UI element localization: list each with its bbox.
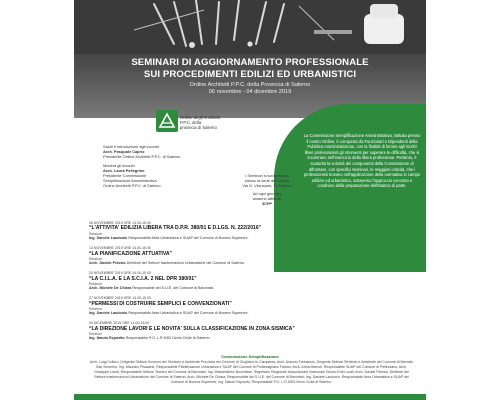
session-title: “L'ATTIVITA' EDILIZIA LIBERA TRA D.P.R. 380/01 E D.LGS. N. 222/2016” xyxy=(89,225,262,232)
session-item xyxy=(89,221,414,241)
session-title: “LA C.I.L.A. E LA S.C.I.A. 2 NEL DPR 380/01” xyxy=(89,275,197,282)
speaker-role: Direttore del Settore trasformazioni Urbanistiche del Comune di Salerno. xyxy=(126,261,245,266)
session-speaker xyxy=(89,311,414,316)
session-speaker xyxy=(89,336,414,341)
event-info-line1: I Seminari si svolgeranno xyxy=(245,173,289,178)
org-line1: Ordine degli Architetti xyxy=(180,115,220,120)
speaker-name: Ing. Daniele Laudonio xyxy=(89,236,128,241)
session-speaker xyxy=(89,236,414,241)
org-line2: P.P.C. della xyxy=(180,120,202,125)
session-date: 04 DICEMBRE 2019 ORE 14.00-15.00 xyxy=(89,321,150,326)
session-speaker xyxy=(89,261,414,266)
session-item xyxy=(89,271,414,291)
commission-title: Commissione Semplificazione xyxy=(221,354,279,359)
session-item xyxy=(89,246,414,266)
speaker-role: Responsabile Area Urbanistica e SUAP del Comune di Nocera Superiore. xyxy=(128,311,249,316)
greetings-block xyxy=(103,144,233,188)
moderator-intro: Modera gli incontri xyxy=(103,163,135,168)
session-date: 13 NOVEMBRE 2019 ORE 14.00-15.00 xyxy=(89,246,151,251)
event-info-credits: 3CFP xyxy=(262,201,272,206)
session-rel-label: Relatore xyxy=(89,332,103,337)
org-line3: provincia di Salerno xyxy=(180,125,217,130)
session-date: 20 NOVEMBRE 2019 ORE 14.00-15.00 xyxy=(89,271,151,276)
event-info-line4: Ad ogni giornata xyxy=(252,191,282,196)
header-subtitle-line1: Ordine Architetti P.P.C. della Provincia di Salerno xyxy=(189,82,311,88)
speaker2-role2: Semplificazione Amministrativa xyxy=(103,178,157,183)
seminar-poster xyxy=(74,0,426,400)
event-info-block xyxy=(227,173,307,206)
speaker2-name: Arch. Laura Pellegrino xyxy=(103,168,145,173)
footer-bar xyxy=(74,394,426,400)
speaker-name: Arch. Davide Pelosio xyxy=(89,261,126,266)
event-info-line3: Via G. Vicinanza, 11 Salerno xyxy=(242,183,292,188)
header-banner xyxy=(74,0,426,118)
session-date: 06 NOVEMBRE 2019 ORE 14.00-15.00 xyxy=(89,221,151,225)
speaker1-name: Arch. Pasquale Caprio xyxy=(103,149,145,154)
speaker-role: Responsabile Area Urbanistica e SUAP del Comune di Nocera Superiore. xyxy=(128,236,249,241)
greetings-intro: Saluti e introduzione agli incontri xyxy=(103,144,160,149)
session-rel-label: Relatore xyxy=(89,256,103,261)
speaker-name: Ing. Nando Esposito xyxy=(89,336,125,341)
session-speaker xyxy=(89,286,414,291)
speaker2-role3: Ordine Architetti P.P.C. di Salerno xyxy=(103,183,161,188)
session-title: “LA DIREZIONE LAVORI E LE NOVITA' SULLA CLASSIFICAZIONE IN ZONA SISMICA” xyxy=(89,325,295,332)
speaker-role: Responsabile P.O. L.R.9/83 Genio Civile di Salerno. xyxy=(125,336,211,341)
commission-members: Arch. Luigi Colluro, Dirigente Settore Governo del Territorio e Ambiente Provincia del Comune di Giugliano in Campania; Arch. Antonio Farinaccio, Dirigente Settore Territorio e Ambiente del Comune di Mercato San Severino; Ing. Maurizio Pisacane, Responsabile Pianificazione Urbanistica e SUAP del Comune di Pontecagnano Faiano; Arch. Anna Memoli, Responsabile SUAP del Comune di Pellezzano; Arch. Giuseppe Landi, Responsabile Settore Tecnico del Comune di Baronissi; Ing. Massimiliano Nuzzolese, Segretario Regionale Associazione Nazionale Tecnici Enti Locali; Arch. Davide Pelosio, Direttore del Settore trasformazioni Urbanistiche del Comune di Salerno; Arch. Michele De Chiara, Responsabile del S.U.E. del Comune di Baronissi; Ing. Daniele Laudonio, Responsabile Area Urbanistica e SUAP del Comune di Nocera Superiore; Ing. Nando Esposito, Responsabile P.O. L.R.9/83 Genio Civile di Salerno. xyxy=(89,360,414,384)
speaker-name: Ing. Daniele Laudonio xyxy=(89,311,128,316)
header-title-line1: SEMINARI DI AGGIORNAMENTO PROFESSIONALE xyxy=(131,57,369,68)
sessions-list xyxy=(89,221,414,347)
session-item xyxy=(89,321,414,341)
speaker-role: Responsabile del S.U.E. del Comune di Baronissi. xyxy=(132,286,215,291)
event-info-line2: presso la sede dell'Ordine xyxy=(244,178,290,183)
drawing-tools-image xyxy=(74,0,426,54)
speaker2-role1: Presidente Commissione xyxy=(103,173,147,178)
header-subtitle-line2: 06 novembre - 04 dicembre 2019 xyxy=(208,89,292,95)
session-title: “LA PIANIFICAZIONE ATTUATIVA” xyxy=(89,250,173,257)
commission-description: La Commissione Semplificazione Amministrativa, istituita presso il nostro Ordine, è composta da Funzionari e Dipendenti della Pubblica Amministrazione, con la finalità di fornire agli iscritti liberi professionisti gli strumenti per superare le difficoltà, che si incontrano nell'esercizio della libera professione. Pertanto, è scaturita la volontà dei componenti della Commissione di affrontare, con specifici Seminari, le maggiori criticità, che i professionisti trovano nell'applicazione della normativa in campo edilizio ed urbanistico, attraverso l'approccio concreto e condiviso della preparazione dell'istanza di parte. xyxy=(303,133,421,189)
organization-name xyxy=(180,115,240,130)
event-info-line5: saranno attribuiti xyxy=(252,196,282,201)
session-title: “PERMESSI DI COSTRUIRE SEMPLICI E CONVENZIONATI” xyxy=(89,300,232,307)
session-rel-label: Relatore xyxy=(89,306,103,311)
speaker-name: Arch. Michele De Chiara xyxy=(89,286,132,291)
session-date: 27 NOVEMBRE 2019 ORE 14.00-15.00 xyxy=(89,296,151,301)
speaker1-role: Presidente Ordine Architetti P.P.C. di Salerno xyxy=(103,154,181,159)
session-rel-label: Relatore xyxy=(89,281,103,286)
session-item xyxy=(89,296,414,316)
architects-logo-icon xyxy=(156,110,178,132)
session-rel-label: Relatore xyxy=(89,231,103,236)
header-title-line2: SUI PROCEDIMENTI EDILIZI ED URBANISTICI xyxy=(143,69,357,80)
